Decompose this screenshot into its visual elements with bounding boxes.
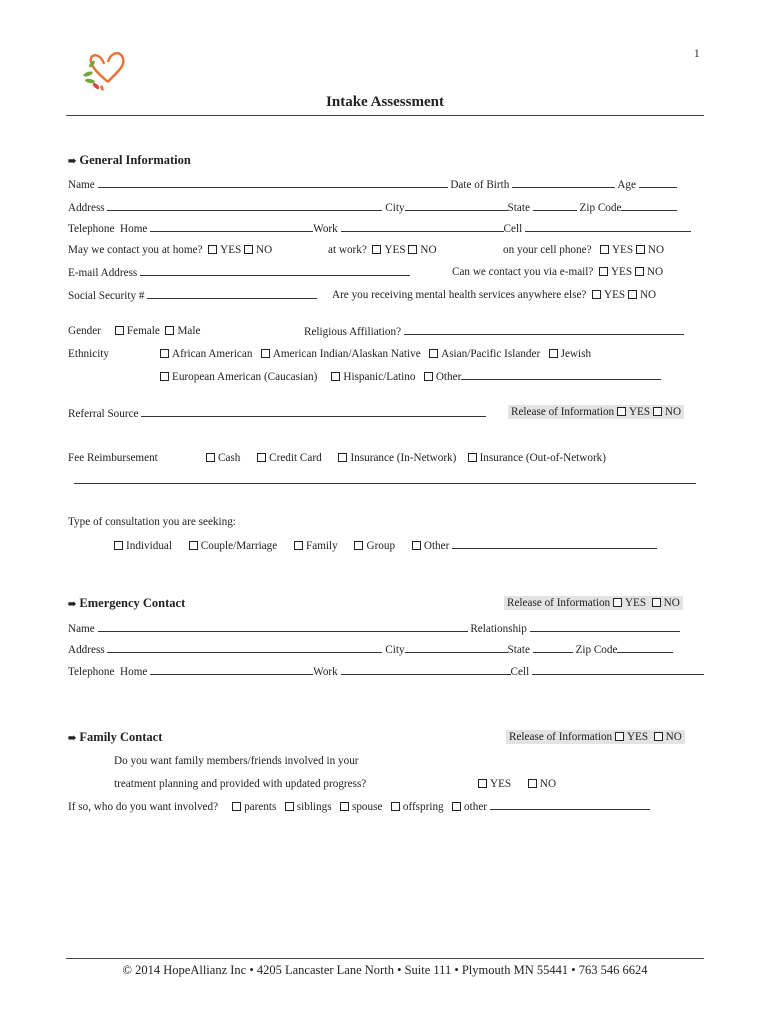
emergency-state-field[interactable] xyxy=(533,643,573,653)
ethnicity-european-checkbox[interactable] xyxy=(160,372,169,381)
ethnicity-label: Ethnicity xyxy=(68,348,110,360)
contact-cell-no-checkbox[interactable] xyxy=(636,245,645,254)
emergency-cell-phone-field[interactable] xyxy=(532,665,704,675)
row-ssn: Social Security # xyxy=(68,289,317,302)
ethnicity-native-checkbox[interactable] xyxy=(261,349,270,358)
consult-other-checkbox[interactable] xyxy=(412,541,421,550)
emergency-release-no-checkbox[interactable] xyxy=(652,598,661,607)
zip-field[interactable] xyxy=(621,201,677,211)
emergency-name-field[interactable] xyxy=(98,622,468,632)
referral-release-yes-checkbox[interactable] xyxy=(617,407,626,416)
ethnicity-other-field[interactable] xyxy=(461,370,661,380)
family-siblings-checkbox[interactable] xyxy=(285,802,294,811)
age-field[interactable] xyxy=(639,178,677,188)
family-involve-options: YES NO xyxy=(478,778,556,790)
heart-leaf-logo xyxy=(80,44,130,94)
pointing-hand-icon: ➠ xyxy=(68,733,77,744)
family-offspring-checkbox[interactable] xyxy=(391,802,400,811)
contact-cell-yes-checkbox[interactable] xyxy=(600,245,609,254)
family-question-line-2: treatment planning and provided with updated progress? xyxy=(114,778,367,790)
fee-credit-checkbox[interactable] xyxy=(257,453,266,462)
family-question-line-1: Do you want family members/friends involved in your xyxy=(114,755,359,767)
consult-individual-checkbox[interactable] xyxy=(114,541,123,550)
address-field[interactable] xyxy=(107,201,382,211)
religious-field[interactable] xyxy=(404,325,684,335)
contact-email-question: Can we contact you via e-mail? YES NO xyxy=(452,266,664,278)
emergency-zip-field[interactable] xyxy=(617,643,673,653)
consult-couple-checkbox[interactable] xyxy=(189,541,198,550)
emergency-home-phone-field[interactable] xyxy=(150,665,313,675)
ethnicity-row-2: European American (Caucasian) Hispanic/Latino Other xyxy=(160,370,661,383)
general-heading: ➠ General Information xyxy=(68,153,191,167)
state-field[interactable] xyxy=(533,201,577,211)
referral-release-of-information: Release of Information YES NO xyxy=(508,405,684,419)
row-referral: Referral Source xyxy=(68,407,486,420)
emergency-work-phone-field[interactable] xyxy=(341,665,511,675)
referral-field[interactable] xyxy=(141,407,486,417)
pointing-hand-icon: ➠ xyxy=(68,156,77,167)
emergency-city-field[interactable] xyxy=(405,643,508,653)
emergency-heading: ➠ Emergency Contact xyxy=(68,596,186,610)
pointing-hand-icon: ➠ xyxy=(68,599,77,610)
family-heading: ➠ Family Contact xyxy=(68,730,163,744)
fee-label: Fee Reimbursement xyxy=(68,452,158,464)
ethnicity-hispanic-checkbox[interactable] xyxy=(331,372,340,381)
consult-label: Type of consultation you are seeking: xyxy=(68,516,236,528)
ethnicity-jewish-checkbox[interactable] xyxy=(549,349,558,358)
mental-health-question: Are you receiving mental health services anywhere else? YES NO xyxy=(332,289,657,301)
family-spouse-checkbox[interactable] xyxy=(340,802,349,811)
row-address: Address City State Zip Code xyxy=(68,201,677,214)
contact-home-question: May we contact you at home? YES NO xyxy=(68,244,273,256)
name-field[interactable] xyxy=(98,178,448,188)
ethnicity-african-checkbox[interactable] xyxy=(160,349,169,358)
consult-family-checkbox[interactable] xyxy=(294,541,303,550)
page-title: Intake Assessment xyxy=(326,94,444,110)
fee-notes-field[interactable] xyxy=(74,474,696,484)
cell-phone-field[interactable] xyxy=(525,222,691,232)
mental-health-yes-checkbox[interactable] xyxy=(592,290,601,299)
family-other-checkbox[interactable] xyxy=(452,802,461,811)
family-release-of-information: Release of Information YES NO xyxy=(506,730,685,744)
contact-email-no-checkbox[interactable] xyxy=(635,267,644,276)
ethnicity-row-1: African American American Indian/Alaskan Native Asian/Pacific Islander Jewish xyxy=(160,348,591,360)
dob-field[interactable] xyxy=(512,178,615,188)
contact-home-yes-checkbox[interactable] xyxy=(208,245,217,254)
family-release-no-checkbox[interactable] xyxy=(654,732,663,741)
row-gender: Gender Female Male xyxy=(68,325,201,337)
row-name: Name Date of Birth Age xyxy=(68,178,677,191)
family-other-field[interactable] xyxy=(490,800,650,810)
consult-options: Individual Couple/Marriage Family Group Other xyxy=(114,539,657,552)
city-field[interactable] xyxy=(405,201,508,211)
family-involve-no-checkbox[interactable] xyxy=(528,779,537,788)
page-number: 1 xyxy=(694,48,700,60)
emergency-row-name: Name Relationship xyxy=(68,622,680,635)
contact-email-yes-checkbox[interactable] xyxy=(599,267,608,276)
fee-cash-checkbox[interactable] xyxy=(206,453,215,462)
male-checkbox[interactable] xyxy=(165,326,174,335)
emergency-address-field[interactable] xyxy=(107,643,382,653)
work-phone-field[interactable] xyxy=(341,222,504,232)
contact-work-no-checkbox[interactable] xyxy=(408,245,417,254)
emergency-release-of-information: Release of Information YES NO xyxy=(504,596,683,610)
footer-rule xyxy=(66,958,704,959)
referral-release-no-checkbox[interactable] xyxy=(653,407,662,416)
fee-options: Cash Credit Card Insurance (In-Network) Insurance (Out-of-Network) xyxy=(206,452,606,464)
emergency-relationship-field[interactable] xyxy=(530,622,680,632)
title-rule xyxy=(66,115,704,116)
emergency-row-telephone: Telephone Home Work Cell xyxy=(68,665,704,678)
family-release-yes-checkbox[interactable] xyxy=(615,732,624,741)
mental-health-no-checkbox[interactable] xyxy=(628,290,637,299)
row-religious: Religious Affiliation? xyxy=(304,325,684,338)
fee-ins-in-checkbox[interactable] xyxy=(338,453,347,462)
contact-work-yes-checkbox[interactable] xyxy=(372,245,381,254)
ethnicity-other-checkbox[interactable] xyxy=(424,372,433,381)
female-checkbox[interactable] xyxy=(115,326,124,335)
fee-ins-out-checkbox[interactable] xyxy=(468,453,477,462)
family-who-question: If so, who do you want involved? parents siblings spouse offspring other xyxy=(68,800,650,813)
row-telephone: Telephone Home Work Cell xyxy=(68,222,691,235)
ethnicity-asian-checkbox[interactable] xyxy=(429,349,438,358)
family-involve-yes-checkbox[interactable] xyxy=(478,779,487,788)
emergency-release-yes-checkbox[interactable] xyxy=(613,598,622,607)
ssn-field[interactable] xyxy=(147,289,317,299)
row-email: E-mail Address xyxy=(68,266,410,279)
contact-home-no-checkbox[interactable] xyxy=(244,245,253,254)
consult-group-checkbox[interactable] xyxy=(354,541,363,550)
footer-text: © 2014 HopeAllianz Inc • 4205 Lancaster Lane North • Suite 111 • Plymouth MN 55441 • 763 546 6624 xyxy=(122,963,648,977)
home-phone-field[interactable] xyxy=(150,222,313,232)
family-parents-checkbox[interactable] xyxy=(232,802,241,811)
contact-cell-question: on your cell phone? YES NO xyxy=(503,244,665,256)
consult-other-field[interactable] xyxy=(452,539,657,549)
email-field[interactable] xyxy=(140,266,410,276)
emergency-row-address: Address City State Zip Code xyxy=(68,643,673,656)
contact-work-question: at work? YES NO xyxy=(328,244,437,256)
